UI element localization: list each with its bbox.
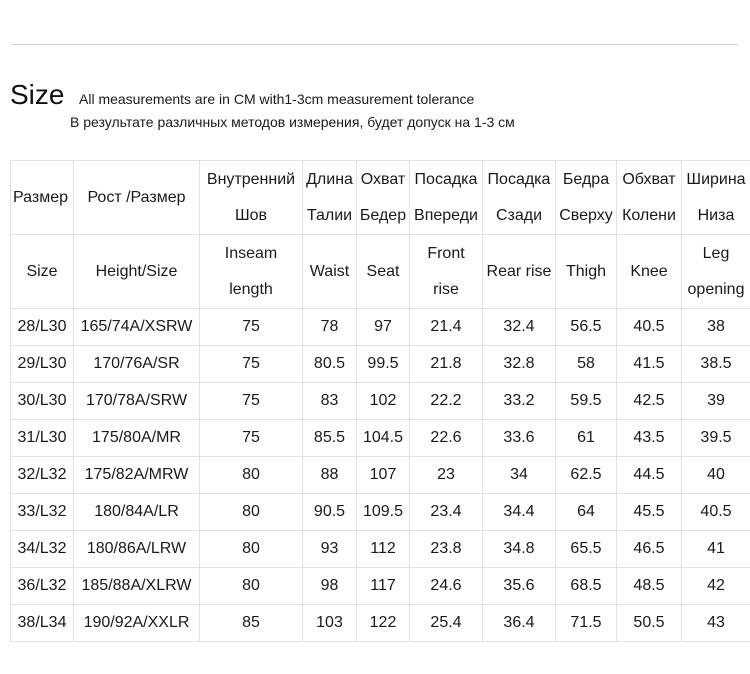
table-cell: 34.4 xyxy=(483,494,556,531)
header-text: Thigh xyxy=(565,262,607,280)
header-text: Бедра xyxy=(562,170,610,188)
header-text: Size xyxy=(26,262,58,280)
top-divider xyxy=(12,44,738,45)
table-cell: 93 xyxy=(303,531,357,568)
table-cell: 98 xyxy=(303,568,357,605)
table-cell: 175/80A/MR xyxy=(74,420,200,457)
table-cell: 32.4 xyxy=(483,309,556,346)
header-text: Ширина xyxy=(686,170,746,188)
table-cell: 31/L30 xyxy=(11,420,74,457)
table-cell: 109.5 xyxy=(357,494,410,531)
table-cell: 170/78A/SRW xyxy=(74,383,200,420)
table-cell: 85.5 xyxy=(303,420,357,457)
table-cell: 25.4 xyxy=(410,605,483,642)
table-cell: 58 xyxy=(556,346,617,383)
table-cell: 39 xyxy=(682,383,750,420)
table-cell: 43 xyxy=(682,605,750,642)
table-row xyxy=(11,383,750,420)
table-cell: 33/L32 xyxy=(11,494,74,531)
table-cell: 175/82A/MRW xyxy=(74,457,200,494)
header-cell xyxy=(617,235,682,309)
header-text: Knee xyxy=(630,262,668,280)
header-cell xyxy=(410,235,483,309)
header-text: Бедер xyxy=(359,206,407,224)
header-text: Leg xyxy=(702,244,730,262)
table-row xyxy=(11,346,750,383)
header-text: Посадка xyxy=(414,170,478,188)
header-text: opening xyxy=(687,280,745,298)
table-cell: 42 xyxy=(682,568,750,605)
header-text: Сзади xyxy=(495,206,543,224)
table-cell: 180/84A/LR xyxy=(74,494,200,531)
table-cell: 97 xyxy=(357,309,410,346)
table-cell: 112 xyxy=(357,531,410,568)
table-cell: 21.4 xyxy=(410,309,483,346)
tolerance-note-en: All measurements are in CM with1-3cm measurement tolerance xyxy=(79,91,475,107)
table-cell: 40 xyxy=(682,457,750,494)
table-cell: 46.5 xyxy=(617,531,682,568)
table-cell: 85 xyxy=(200,605,303,642)
header-text: Посадка xyxy=(487,170,551,188)
header-row-russian xyxy=(11,161,750,235)
header-cell xyxy=(682,235,750,309)
header-text: rise xyxy=(433,280,459,298)
table-cell: 56.5 xyxy=(556,309,617,346)
table-cell: 33.2 xyxy=(483,383,556,420)
table-cell: 32.8 xyxy=(483,346,556,383)
header-text: Талии xyxy=(306,206,353,224)
table-cell: 34/L32 xyxy=(11,531,74,568)
tolerance-note-ru: В результате различных методов измерения, будет допуск на 1-3 см xyxy=(70,114,515,130)
table-cell: 48.5 xyxy=(617,568,682,605)
table-cell: 44.5 xyxy=(617,457,682,494)
table-cell: 38/L34 xyxy=(11,605,74,642)
header-cell xyxy=(200,161,303,235)
header-cell xyxy=(483,161,556,235)
table-row xyxy=(11,568,750,605)
table-cell: 88 xyxy=(303,457,357,494)
header-text: Height/Size xyxy=(95,262,178,280)
table-cell: 80 xyxy=(200,457,303,494)
header-cell xyxy=(483,235,556,309)
table-cell: 117 xyxy=(357,568,410,605)
table-cell: 78 xyxy=(303,309,357,346)
table-cell: 62.5 xyxy=(556,457,617,494)
table-cell: 41 xyxy=(682,531,750,568)
table-row xyxy=(11,309,750,346)
header-text: Seat xyxy=(366,262,400,280)
table-cell: 34 xyxy=(483,457,556,494)
table-cell: 42.5 xyxy=(617,383,682,420)
table-cell: 43.5 xyxy=(617,420,682,457)
header-text: Длина xyxy=(306,170,353,188)
table-cell: 33.6 xyxy=(483,420,556,457)
table-cell: 29/L30 xyxy=(11,346,74,383)
table-cell: 99.5 xyxy=(357,346,410,383)
table-cell: 40.5 xyxy=(617,309,682,346)
table-cell: 180/86A/LRW xyxy=(74,531,200,568)
table-cell: 102 xyxy=(357,383,410,420)
table-cell: 38.5 xyxy=(682,346,750,383)
table-row xyxy=(11,531,750,568)
table-cell: 64 xyxy=(556,494,617,531)
header-cell xyxy=(357,161,410,235)
header-cell xyxy=(410,161,483,235)
table-cell: 21.8 xyxy=(410,346,483,383)
header-cell xyxy=(303,161,357,235)
table-cell: 34.8 xyxy=(483,531,556,568)
header-cell xyxy=(11,161,74,235)
header-text: Front xyxy=(427,244,465,262)
header-cell xyxy=(357,235,410,309)
table-row xyxy=(11,420,750,457)
header-text: Rear rise xyxy=(486,262,552,280)
table-cell: 32/L32 xyxy=(11,457,74,494)
table-cell: 23.8 xyxy=(410,531,483,568)
header-text: Охват xyxy=(360,170,406,188)
table-cell: 83 xyxy=(303,383,357,420)
table-cell: 39.5 xyxy=(682,420,750,457)
table-cell: 90.5 xyxy=(303,494,357,531)
header-cell xyxy=(556,161,617,235)
header-text: Шов xyxy=(234,206,268,224)
table-cell: 103 xyxy=(303,605,357,642)
header-cell xyxy=(74,235,200,309)
table-cell: 23.4 xyxy=(410,494,483,531)
header-cell xyxy=(617,161,682,235)
table-cell: 36.4 xyxy=(483,605,556,642)
header-text: Колени xyxy=(622,206,676,224)
table-cell: 75 xyxy=(200,346,303,383)
header-cell xyxy=(682,161,750,235)
table-cell: 24.6 xyxy=(410,568,483,605)
header-cell xyxy=(74,161,200,235)
table-cell: 80 xyxy=(200,568,303,605)
table-row xyxy=(11,494,750,531)
table-cell: 104.5 xyxy=(357,420,410,457)
table-cell: 36/L32 xyxy=(11,568,74,605)
table-cell: 30/L30 xyxy=(11,383,74,420)
header-cell xyxy=(200,235,303,309)
size-chart-table xyxy=(10,160,750,642)
table-cell: 61 xyxy=(556,420,617,457)
table-cell: 122 xyxy=(357,605,410,642)
table-cell: 68.5 xyxy=(556,568,617,605)
table-cell: 185/88A/XLRW xyxy=(74,568,200,605)
header-text: Рост /Размер xyxy=(87,188,186,206)
table-cell: 38 xyxy=(682,309,750,346)
table-cell: 165/74A/XSRW xyxy=(74,309,200,346)
table-cell: 80 xyxy=(200,531,303,568)
table-row xyxy=(11,457,750,494)
table-cell: 65.5 xyxy=(556,531,617,568)
table-cell: 35.6 xyxy=(483,568,556,605)
table-cell: 71.5 xyxy=(556,605,617,642)
table-cell: 170/76A/SR xyxy=(74,346,200,383)
table-cell: 107 xyxy=(357,457,410,494)
table-cell: 50.5 xyxy=(617,605,682,642)
table-cell: 190/92A/XXLR xyxy=(74,605,200,642)
header-text: length xyxy=(229,280,273,298)
table-cell: 75 xyxy=(200,383,303,420)
table-cell: 75 xyxy=(200,420,303,457)
header-text: Внутренний xyxy=(206,170,296,188)
header-cell xyxy=(11,235,74,309)
table-cell: 41.5 xyxy=(617,346,682,383)
header-text: Впереди xyxy=(414,206,478,224)
table-cell: 22.2 xyxy=(410,383,483,420)
table-cell: 40.5 xyxy=(682,494,750,531)
header-cell xyxy=(556,235,617,309)
table-cell: 80.5 xyxy=(303,346,357,383)
table-cell: 22.6 xyxy=(410,420,483,457)
table-cell: 45.5 xyxy=(617,494,682,531)
header-text: Waist xyxy=(309,262,350,280)
table-row xyxy=(11,605,750,642)
table-cell: 80 xyxy=(200,494,303,531)
header-cell xyxy=(303,235,357,309)
table-cell: 59.5 xyxy=(556,383,617,420)
table-cell: 28/L30 xyxy=(11,309,74,346)
page-title: Size xyxy=(10,79,65,110)
header-row-english xyxy=(11,235,750,309)
header-text: Низа xyxy=(697,206,735,224)
header-text: Размер xyxy=(13,188,68,206)
header-text: Сверху xyxy=(559,206,613,224)
header-text: Обхват xyxy=(622,170,676,188)
table-cell: 75 xyxy=(200,309,303,346)
table-cell: 23 xyxy=(410,457,483,494)
header-text: Inseam xyxy=(224,244,278,262)
